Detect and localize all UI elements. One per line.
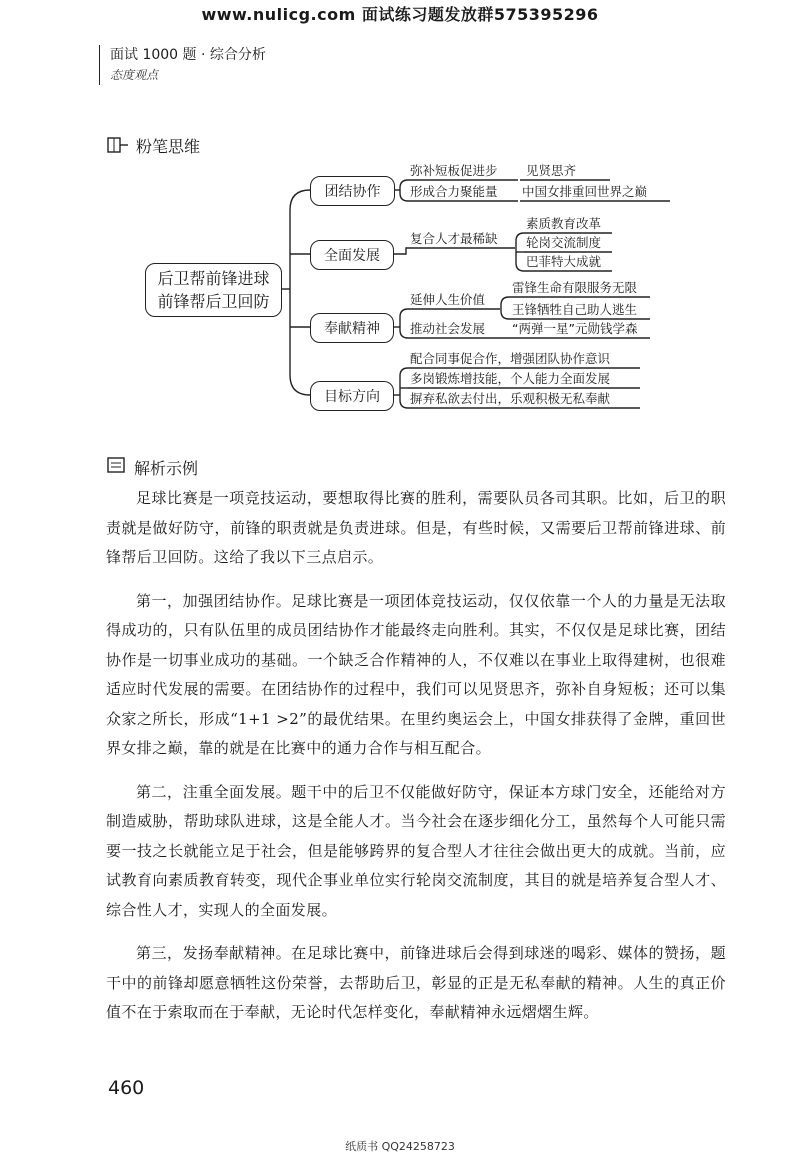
leaf-dev-1: 复合人才最稀缺 <box>410 231 498 246</box>
header-rule <box>99 45 100 85</box>
section-title-analysis: 解析示例 <box>134 459 199 478</box>
leaf-unity-1: 弥补短板促进步 <box>410 163 498 178</box>
paragraph-intro: 足球比赛是一项竞技运动，要想取得比赛的胜利，需要队员各司其职。比如，后卫的职责就是做好防守，前锋的职责就是负责进球。但是，有些时候，又需要后卫帮前锋进球、前锋帮后卫回防。这给了我以下三点启示。 <box>106 489 726 566</box>
paragraph-point-3: 第三，发扬奉献精神。在足球比赛中，前锋进球后会得到球迷的喝彩、媒体的赞扬，题干中的前锋却愿意牺牲这份荣誉，去帮助后卫，彰显的正是无私奉献的精神。人生的真正价值不在于索取而在于奉献，无论时代怎样变化，奉献精神永远熠熠生辉。 <box>106 944 726 1021</box>
book-title: 面试 1000 题 · 综合分析 <box>110 47 266 63</box>
leaf-unity-2: 形成合力聚能量 <box>410 184 498 199</box>
page-number: 460 <box>108 1077 145 1099</box>
mindmap-root-line1: 后卫帮前锋进球 <box>157 269 270 288</box>
leaf-goal-2: 多岗锻炼增技能，个人能力全面发展 <box>410 371 611 386</box>
leaf-dedication-2-detail: “两弹一星”元勋钱学森 <box>512 321 638 336</box>
leaf-goal-3: 摒弃私欲去付出，乐观积极无私奉献 <box>410 391 611 406</box>
paragraph-point-1: 第一，加强团结协作。足球比赛是一项团体竞技运动，仅仅依靠一个人的力量是无法取得成功的，只有队伍里的成员团结协作才能最终走向胜利。其实，不仅仅是足球比赛，团结协作是一切事业成功的基础。一个缺乏合作精神的人，不仅难以在事业上取得建树，也很难适应时代发展的需要。在团结协作的过程中，我们可以见贤思齐，弥补自身短板；还可以集众家之所长，形成“1+1 >2”的最优结果。在里约奥运会上，中国女排获得了金牌，重回世界女排之巅，靠的就是在比赛中的通力合作与相互配合。 <box>106 591 726 757</box>
leaf-dedication-2: 推动社会发展 <box>410 321 486 336</box>
branch-goals: 目标方向 <box>310 381 394 411</box>
chalk-thinking-icon <box>106 134 130 156</box>
analysis-body <box>106 484 726 1042</box>
leaf-dev-1-detail-3: 巴菲特大成就 <box>526 254 602 269</box>
branch-dedication: 奉献精神 <box>310 313 394 343</box>
leaf-dedication-1-detail-1: 雷锋生命有限服务无限 <box>512 280 638 295</box>
branch-unity: 团结协作 <box>310 176 395 206</box>
chapter-subtitle: 态度观点 <box>110 68 159 82</box>
leaf-dev-1-detail-1: 素质教育改革 <box>526 216 602 231</box>
branch-development: 全面发展 <box>310 240 394 270</box>
leaf-dedication-1: 延伸人生价值 <box>410 292 486 307</box>
mindmap-root <box>145 263 282 317</box>
leaf-dev-1-detail-2: 轮岗交流制度 <box>526 235 602 250</box>
leaf-unity-1-detail: 见贤思齐 <box>526 163 577 178</box>
section-title-mindmap: 粉笔思维 <box>136 137 201 156</box>
paragraph-point-2: 第二，注重全面发展。题干中的后卫不仅能做好防守，保证本方球门安全，还能给对方制造威胁，帮助球队进球，这是全能人才。当今社会在逐步细化分工，虽然每个人可能只需要一技之长就能立足于社会，但是能够跨界的复合型人才往往会做出更大的成就。当前，应试教育向素质教育转变，现代企事业单位实行轮岗交流制度，其目的就是培养复合型人才、综合性人才，实现人的全面发展。 <box>106 782 726 919</box>
watermark: www.nulicg.com 面试练习题发放群575395296 <box>201 5 599 24</box>
leaf-unity-2-detail: 中国女排重回世界之巅 <box>522 184 648 199</box>
leaf-goal-1: 配合同事促合作，增强团队协作意识 <box>410 351 611 366</box>
footer-note: 纸质书 QQ24258723 <box>345 1140 455 1153</box>
analysis-icon <box>106 455 128 475</box>
mindmap-root-line2: 前锋帮后卫回防 <box>157 292 270 311</box>
leaf-dedication-1-detail-2: 王锋牺牲自己助人逃生 <box>512 302 638 317</box>
